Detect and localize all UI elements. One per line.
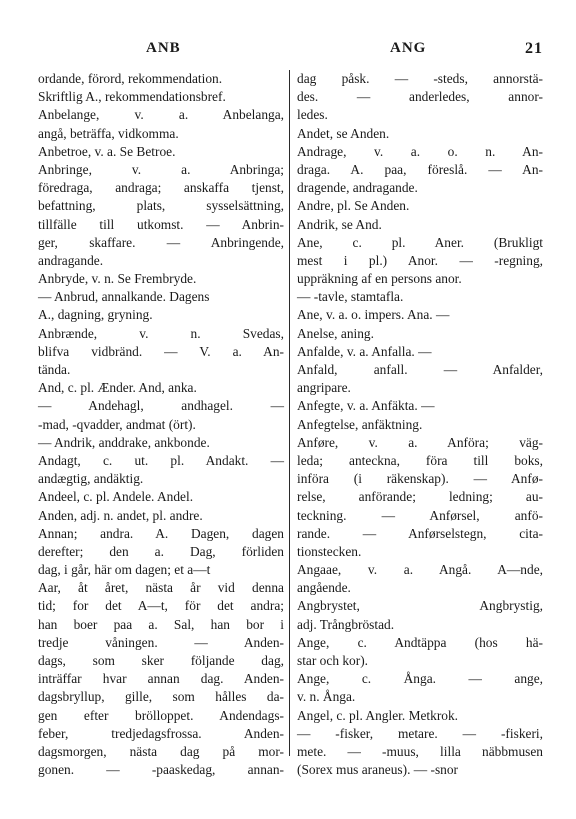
dictionary-line: Angaae, v. a. Angå. A—nde, [297,562,543,578]
dictionary-line: Ange, c. Andtäppa (hos hä- [297,634,543,650]
dictionary-line: Anfalde, v. a. Anfalla. — [297,343,432,359]
page-number: 21 [525,40,543,57]
dictionary-line: gen efter brölloppet. Andendags- [38,707,284,723]
dictionary-line: derefter; den a. Dag, förliden [38,543,284,559]
dictionary-line: angående. [297,580,351,596]
dictionary-line: inträffar hvar annan dag. Anden- [38,671,284,687]
dictionary-line: Anbetroe, v. a. Se Betroe. [38,143,176,159]
running-header [38,40,543,62]
dictionary-line: gonen. — -paaskedag, annan- [38,762,284,778]
dictionary-line: Ange, c. Ånga. — ange, [297,671,543,687]
dictionary-line: A., dagning, gryning. [38,307,153,323]
dictionary-line: Anelse, aning. [297,325,374,341]
dictionary-line: Angel, c. pl. Angler. Metkrok. [297,707,459,723]
dictionary-line: dags, som sker följande dag, [38,653,284,668]
dictionary-line: Ane, c. pl. Aner. (Brukligt [297,234,543,250]
dictionary-line: föredraga, andraga; anskaffa tjenst, [38,180,284,196]
column-divider [289,70,290,756]
dictionary-line: ledes. [297,107,328,123]
dictionary-line: relse, anförande; ledning; au- [297,489,543,505]
dictionary-line: införa (i räkenskap). — Anfø- [297,471,543,487]
dictionary-line: Skriftlig A., rekommendationsbref. [38,89,226,105]
dictionary-line: dagsmorgen, nästa dag på mor- [38,743,284,759]
dictionary-line: des. — anderledes, annor- [297,89,543,105]
dictionary-line: Andagt, c. ut. pl. Andakt. — [38,452,284,468]
dictionary-line: dag, i går, här om dagen; et a—t [38,562,211,578]
dictionary-line: uppräkning af en persons anor. [297,271,462,287]
dictionary-line: Anfegte, v. a. Anfäkta. — [297,398,435,414]
dictionary-line: Andrik, se And. [297,216,382,232]
dictionary-line: tid; for det A—t, för det andra; [38,598,284,614]
dictionary-line: tredje våningen. — Anden- [38,634,284,650]
dictionary-line: Aar, åt året, nästa år vid denna [38,580,284,596]
dictionary-line: Anbrænde, v. n. Svedas, [38,325,284,341]
dictionary-line: Anbringe, v. a. Anbringa; [38,161,284,177]
dictionary-line: han boer paa a. Sal, han bor i [38,616,284,632]
dictionary-line: Andeel, c. pl. Andele. Andel. [38,489,194,505]
dictionary-line: ger, skaffare. — Anbringende, [38,234,284,250]
dictionary-line: (Sorex mus araneus). — -snor [297,762,459,778]
dictionary-line: feber, tredjedagsfrossa. Anden- [38,725,284,741]
dictionary-line: Anbryde, v. n. Se Frembryde. [38,271,197,287]
dictionary-line: Angbrystet, Angbrystig, [297,598,543,614]
header-left-guideword: ANB [146,40,181,56]
dictionary-line: andægtig, andäktig. [38,471,144,487]
dictionary-line: Andre, pl. Se Anden. [297,198,410,214]
dictionary-line: star och kor). [297,653,369,668]
dictionary-line: — -fisker, metare. — -fiskeri, [297,725,543,741]
dictionary-line: angripare. [297,380,351,396]
dictionary-line: — -tavle, stamtafla. [297,289,404,305]
dictionary-line: — Anbrud, annalkande. Dagens [38,289,210,305]
dictionary-line: Anden, adj. n. andet, pl. andre. [38,507,203,523]
dictionary-line: tända. [38,362,71,377]
dictionary-line: mete. — -muus, lilla näbbmusen [297,743,543,759]
dictionary-line: teckning. — Anførsel, anfö- [297,507,543,523]
dictionary-line: adj. Trångbröstad. [297,616,395,632]
dictionary-line: Andrage, v. a. o. n. An- [297,143,543,159]
dictionary-line: Anbelange, v. a. Anbelanga, [38,107,284,123]
dictionary-line: tionstecken. [297,543,362,559]
dictionary-line: — Andrik, anddrake, ankbonde. [38,434,210,450]
dictionary-line: dragende, andragande. [297,180,418,196]
dictionary-line: — Andehagl, andhagel. — [38,398,284,414]
dictionary-line: Anfegtelse, anfäktning. [297,416,423,432]
right-column [297,70,543,778]
dictionary-line: befattning, plats, sysselsättning, [38,198,284,214]
dictionary-line: v. n. Ånga. [297,689,356,705]
dictionary-line: Anfald, anfall. — Anfalder, [297,362,543,377]
dictionary-line: angå, beträffa, vidkomma. [38,125,179,141]
dictionary-line: dag påsk. — -steds, annorstä- [297,71,543,86]
left-column [38,70,284,778]
dictionary-line: Anføre, v. a. Anföra; väg- [297,434,543,450]
dictionary-line: And, c. pl. Ænder. And, anka. [38,380,197,396]
dictionary-line: Annan; andra. A. Dagen, dagen [38,525,284,541]
dictionary-line: dagsbryllup, gille, som hålles da- [38,689,284,705]
dictionary-line: draga. A. paa, föreslå. — An- [297,161,543,177]
dictionary-line: blifva vidbränd. — V. a. An- [38,343,284,359]
dictionary-line: -mad, -qvadder, andmat (ört). [38,416,196,432]
dictionary-line: mest i pl.) Anor. — -regning, [297,252,543,268]
dictionary-line: Ane, v. a. o. impers. Ana. — [297,307,450,323]
dictionary-line: tillfälle till utkomst. — Anbrin- [38,216,284,232]
dictionary-line: ordande, förord, rekommendation. [38,71,223,86]
header-right-guideword: ANG [390,40,427,56]
dictionary-line: andragande. [38,252,104,268]
dictionary-line: Andet, se Anden. [297,125,390,141]
dictionary-line: rande. — Anførselstegn, cita- [297,525,543,541]
dictionary-line: leda; anteckna, föra till boks, [297,452,543,468]
